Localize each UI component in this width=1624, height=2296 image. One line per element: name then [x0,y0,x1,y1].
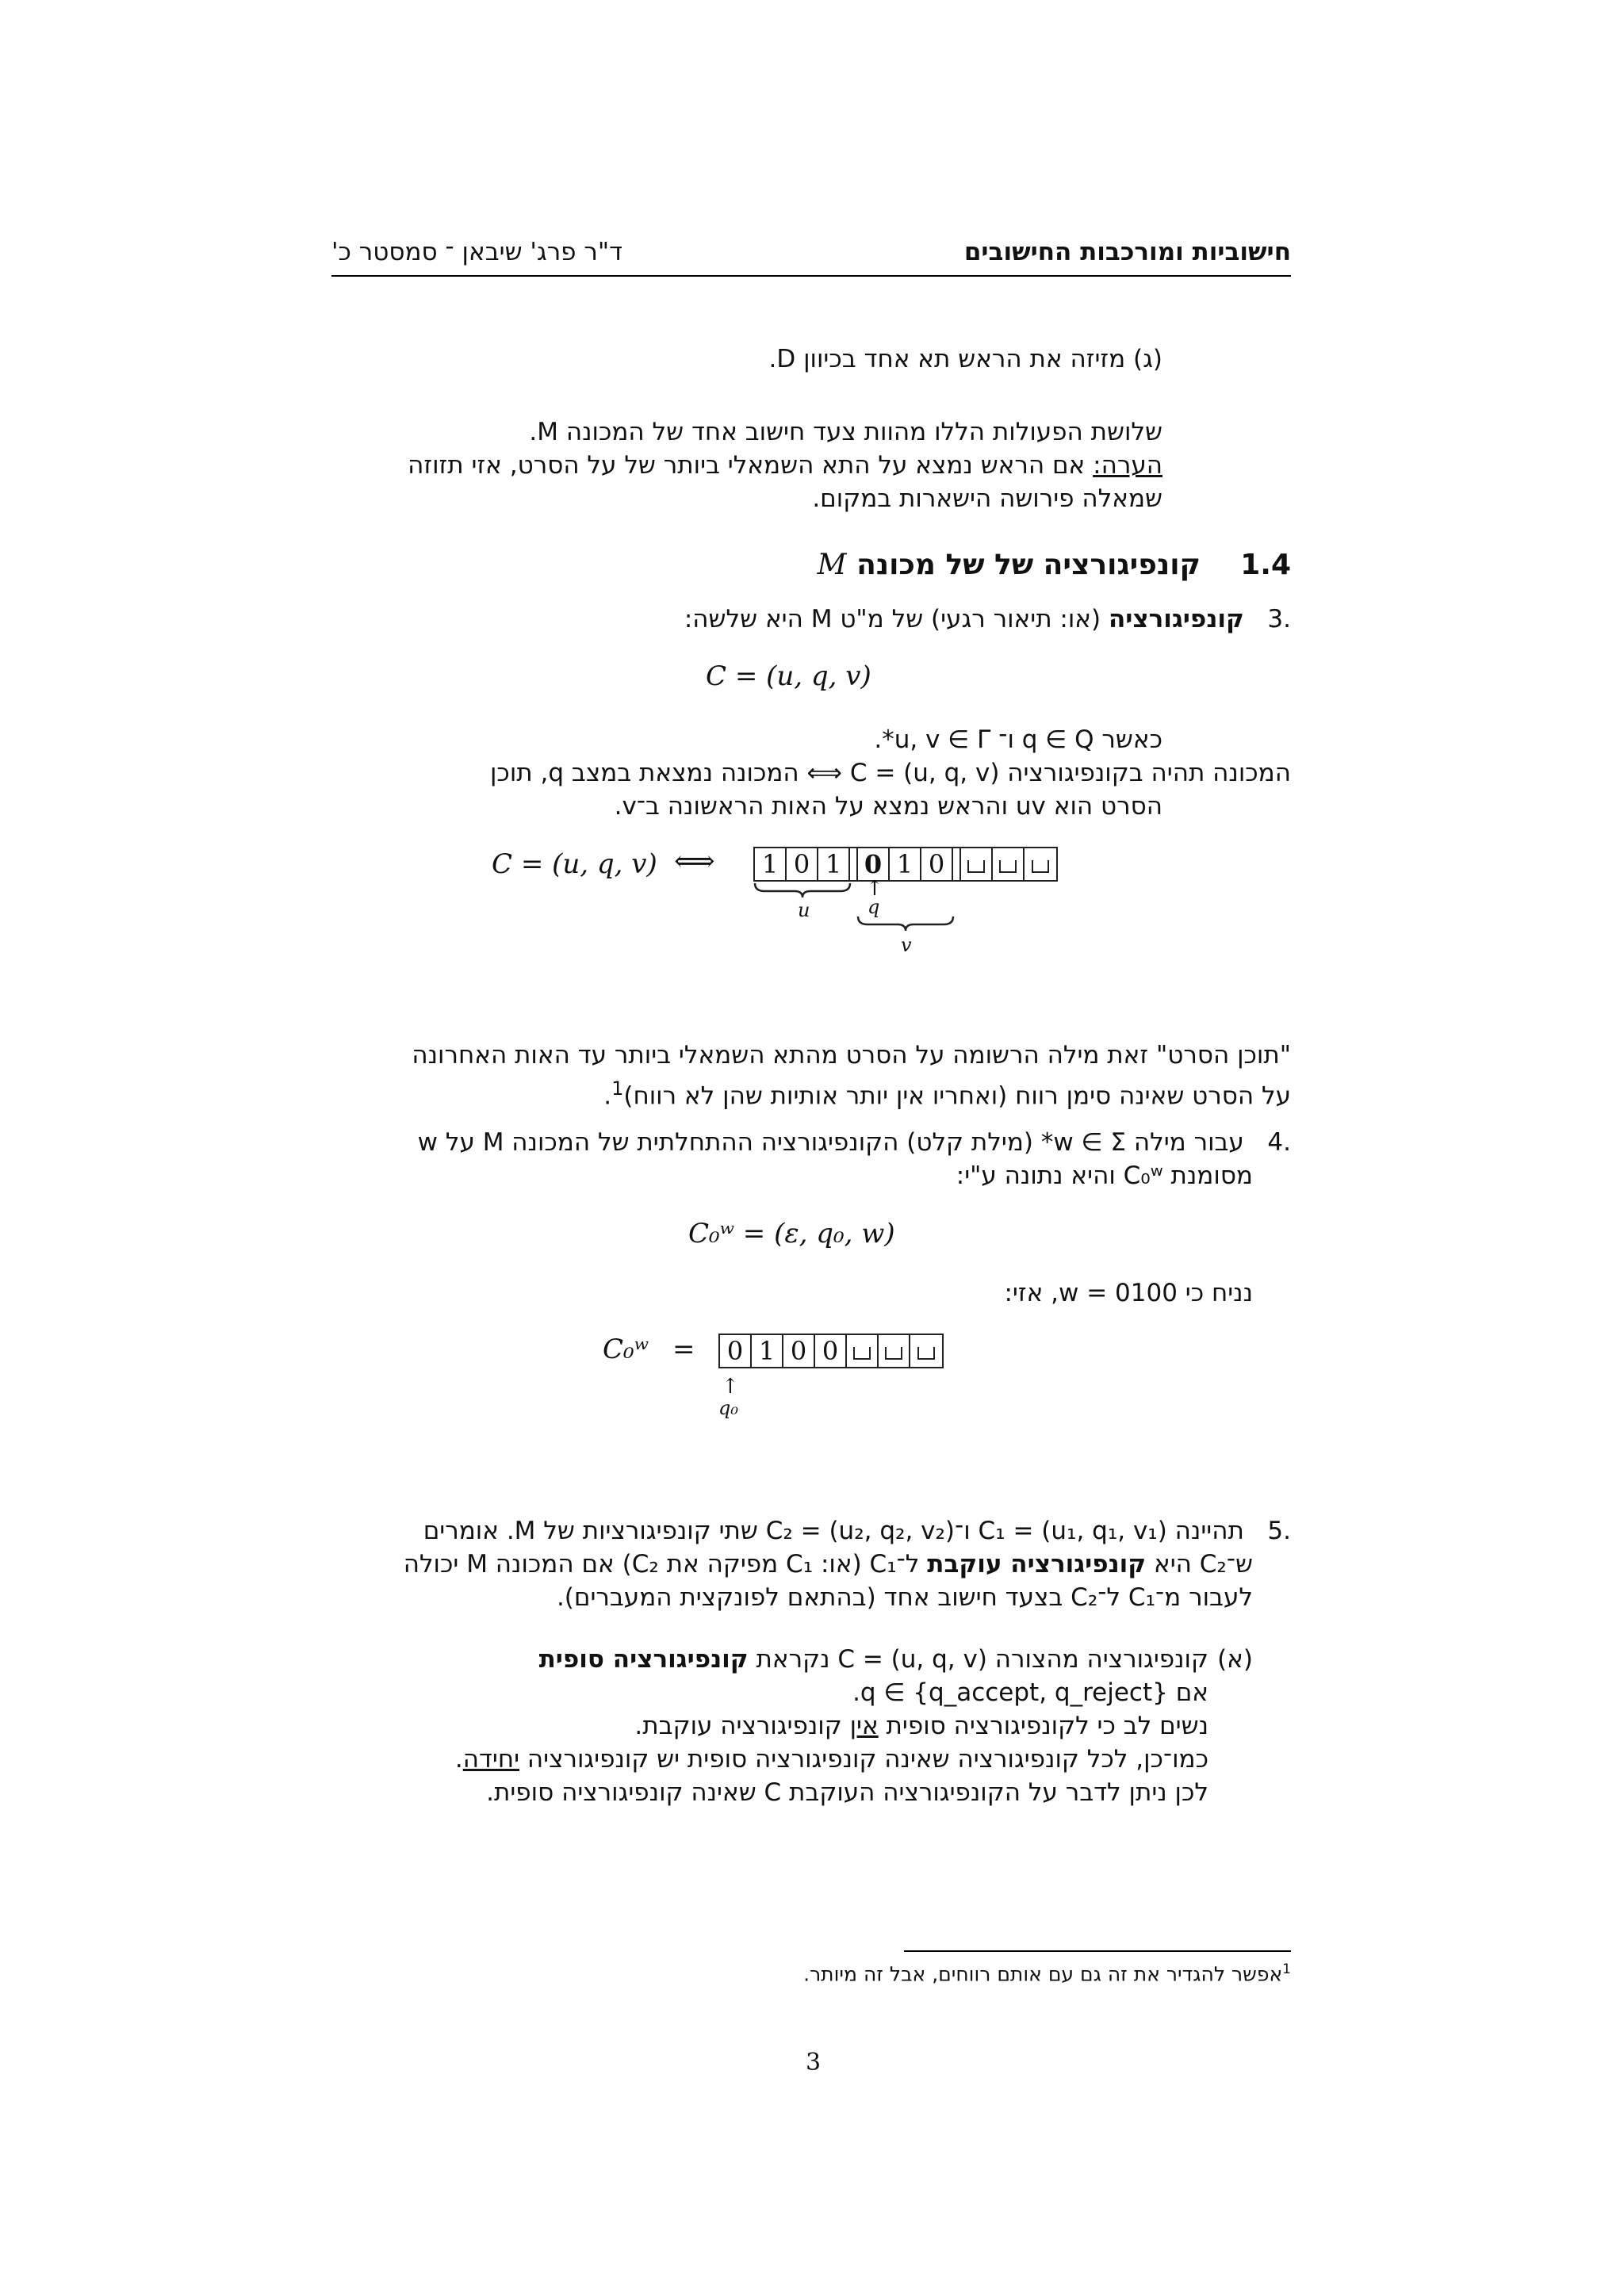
item5-sub-a-line2: אם q ∈ {q_accept, q_reject}. [852,1678,1208,1707]
sub-a-line4-underline: יחידה [462,1745,520,1774]
tape2-cell-4: 0 [815,1335,847,1367]
item5-line2-pre: ש־C₂ היא [1146,1550,1253,1578]
label-v: v [901,934,912,956]
item3-number: .3 [1267,605,1291,633]
note-label: הערה: [1093,451,1162,480]
item5-term: קונפיגורציה עוקבת [927,1550,1147,1578]
section-title: קונפיגורציה של של מכונה [856,549,1201,581]
tape-uv [753,847,1058,882]
tape-cell-u2: 0 [787,848,818,880]
tape2-cell-1: 0 [720,1335,752,1367]
para-three-ops: שלושת הפעולות הללו מהוות צעד חישוב אחד של המכונה M. [529,418,1162,446]
tape-cell-blank3 [1025,848,1056,880]
tape-cell-v3: 0 [921,848,953,880]
item5-sub-a-line3 [634,1709,1208,1743]
iff-symbol: ⟺ [674,845,715,878]
sub-a-line1-pre: קונפיגורציה מהצורה C = (u, q, v) נקראת [748,1645,1208,1674]
running-header-title: חישוביות ומורכבות החישובים [963,238,1291,266]
page-number: 3 [806,2049,822,2076]
item4-text: עבור מילה w ∈ Σ* (מילת קלט) הקונפיגורציה ההתחלתית של המכונה M על w [417,1128,1244,1157]
section-title-var: M [817,549,847,581]
label-u: u [798,899,810,921]
label-q0: q₀ [718,1397,738,1419]
item-g: (ג) מזיזה את הראש תא אחד בכיוון D. [768,345,1162,373]
item3-rest: (או: תיאור רגעי) של מ"ט M היא שלשה: [684,605,1109,633]
diagram2-lhs: C₀ʷ [603,1334,649,1365]
item4-line2: מסומנת C₀ʷ והיא נתונה ע"י: [956,1161,1253,1190]
section-heading [818,549,1291,581]
tape-content-end: . [603,1081,612,1111]
header-rule [331,275,1291,277]
item5-line1 [423,1514,1291,1548]
brace-v [856,915,955,932]
sub-a-line4-pre: כמו־כן, לכל קונפיגורציה שאינה קונפיגורציה סופית יש קונפיגורציה [519,1745,1208,1774]
item4-assume: נניח כי w = 0100, אזי: [1004,1279,1253,1307]
note-text: אם הראש נמצא על התא השמאלי ביותר של על הסרט, אזי תזוזה [408,451,1094,480]
item5-sub-a-line4 [455,1743,1208,1776]
item4-line1 [418,1126,1291,1159]
section-number: 1.4 [1240,549,1291,581]
item3-term: קונפיגורציה [1108,605,1244,633]
footnote-text: אפשר להגדיר את זה גם עם אותם רווחים, אבל זה מיותר. [803,1962,1283,1986]
item5-text: תהיינה C₁ = (u₁, q₁, v₁) ו־C₂ = (u₂, q₂, v₂) שתי קונפיגורציות של M. אומרים [423,1517,1244,1545]
tape2-cell-2: 1 [752,1335,783,1367]
diagram2-eq: = [672,1334,695,1365]
item5-line2-post: ל־C₁ (או: C₁ מפיקה את C₂) אם המכונה M יכולה [403,1550,928,1578]
item5-sub-a-label: (א) [1217,1645,1253,1674]
footnote-rule [904,1950,1291,1952]
item4-formula: C₀ʷ = (ε, q₀, w) [688,1218,895,1249]
tape2-cell-blank3 [910,1335,942,1367]
item3-line1 [684,603,1291,636]
tape-cell-blank2 [993,848,1025,880]
tape2-cell-blank1 [847,1335,879,1367]
running-header-lecturer: ד"ר פרג' שיבאן ־ סמסטר כ' [331,238,623,266]
tape-cell-head: 0 [858,848,890,880]
item3-where: כאשר q ∈ Q ו־ u, v ∈ Γ*. [874,725,1162,754]
footnote-mark: 1 [1282,1961,1291,1977]
tape-gap-2 [953,848,961,880]
sub-a-line3-post: קונפיגורציה עוקבת. [634,1712,850,1740]
footnote-ref: 1 [611,1077,624,1100]
sub-a-term: קונפיגורציה סופית [538,1645,749,1674]
tape-cell-blank1 [961,848,993,880]
sub-a-line4-post: . [454,1745,463,1774]
item5-sub-a-line5: לכן ניתן לדבר על הקונפיגורציה העוקבת C שאינה קונפיגורציה סופית. [486,1778,1208,1807]
brace-u [753,882,852,899]
tape-cell-v2: 1 [890,848,921,880]
item5-line2 [404,1548,1253,1581]
item3-formula: C = (u, q, v) [706,660,871,692]
tape-gap [850,848,858,880]
item5-line3: לעבור מ־C₁ ל־C₂ בצעד חישוב אחד (בהתאם לפונקצית המעברים). [556,1583,1253,1612]
tape2-cell-blank2 [879,1335,910,1367]
tape-cell-u1: 1 [755,848,787,880]
note-line-2: שמאלה פירושה הישארות במקום. [812,484,1162,513]
item3-line2a: המכונה תהיה בקונפיגורציה C = (u, q, v) ⟺ המכונה נמצאת במצב q, תוכן [489,759,1291,787]
label-q: q [868,896,880,918]
tape2-cell-3: 0 [783,1335,815,1367]
sub-a-line3-pre: נשים לב כי לקונפיגורציה סופית [878,1712,1208,1740]
diagram-lhs: C = (u, q, v) [492,848,657,880]
note-line-1 [408,449,1162,482]
tape-content-text: על הסרט שאינה סימן רווח (ואחריו אין יותר אותיות שהן לא רווח) [623,1081,1291,1111]
tape-initial [718,1334,944,1368]
item3-line2b: הסרט הוא uv והראש נמצא על האות הראשונה ב־v. [614,792,1162,821]
head2-arrow: ↑ [722,1375,739,1399]
sub-a-line3-underline: אין [849,1712,879,1740]
tape-content-line1: "תוכן הסרט" זאת מילה הרשומה על הסרט מהתא השמאלי ביותר עד האות האחרונה [412,1041,1291,1070]
tape-cell-u3: 1 [818,848,850,880]
tape-content-line2 [603,1072,1291,1112]
head-arrow: ↑ [866,877,883,901]
item4-number: .4 [1267,1128,1291,1157]
footnote [803,1961,1291,1985]
item5-sub-a-line1 [539,1643,1208,1676]
item5-number: .5 [1267,1517,1291,1545]
